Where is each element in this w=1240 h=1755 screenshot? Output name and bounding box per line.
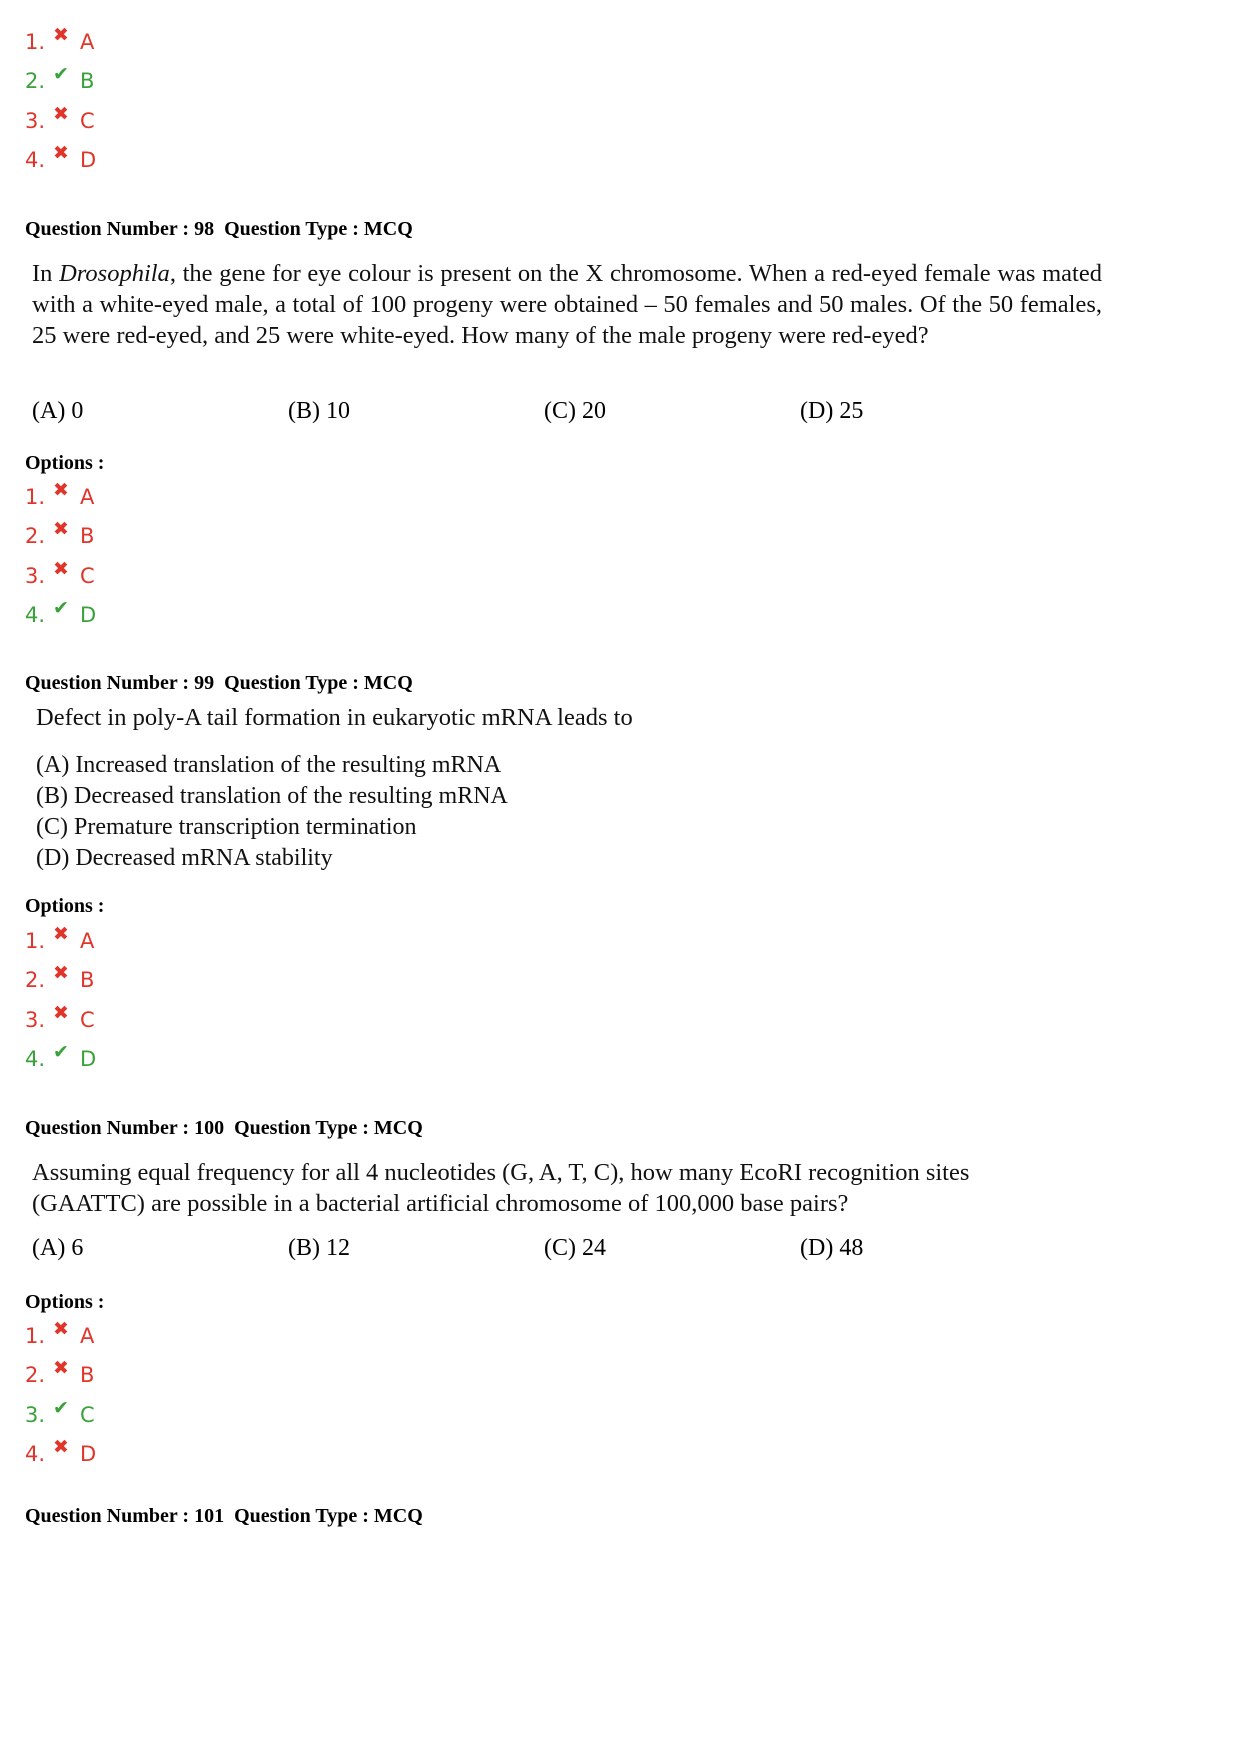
status-icon: ✖ (53, 1317, 69, 1340)
option-number: 1. (25, 1323, 46, 1348)
options-label: Options : (25, 895, 105, 917)
option-number: 3. (25, 108, 46, 133)
option-row (25, 596, 96, 636)
question-text: In Drosophila, the gene for eye colour is present on the X chromosome. When a red-eyed female was mated with a white-eyed male, a total of 100 progeny were obtained – 50 females and 50 males. Of the 50 females, 25 were red-eyed, and 25 were white-eyed. How many of the male progeny were red-eyed? (32, 260, 1102, 349)
options-label: Options : (25, 1291, 105, 1313)
option-row (25, 141, 96, 181)
status-icon: ✔ (53, 1041, 69, 1064)
option-row (25, 1356, 96, 1396)
status-icon: ✖ (53, 1436, 69, 1459)
option-row (25, 1395, 96, 1435)
option-label: A (80, 29, 95, 54)
option-label: B (80, 524, 95, 549)
option-number: 1. (25, 928, 46, 953)
option-label: C (80, 108, 95, 133)
status-icon: ✖ (53, 102, 69, 125)
q98-options-list (25, 477, 96, 635)
option-label: B (80, 1363, 95, 1388)
option-label: A (80, 1323, 95, 1348)
option-row (25, 1000, 96, 1040)
question-header-100 (25, 1117, 423, 1140)
status-icon: ✔ (53, 1396, 69, 1419)
choice-d: (D) 25 (800, 398, 864, 424)
option-row (25, 961, 96, 1001)
option-number: 2. (25, 1363, 46, 1388)
question-type: Question Type : MCQ (224, 218, 413, 240)
option-number: 2. (25, 524, 46, 549)
option-label: D (80, 148, 97, 173)
option-label: B (80, 69, 95, 94)
choice-b: (B) Decreased translation of the resulting mRNA (36, 783, 508, 809)
q97-options-list (25, 22, 96, 180)
status-icon: ✖ (53, 557, 69, 580)
status-icon: ✖ (53, 23, 69, 46)
option-number: 2. (25, 968, 46, 993)
option-row (25, 517, 96, 557)
option-label: D (80, 603, 97, 628)
option-label: C (80, 1007, 95, 1032)
option-number: 3. (25, 563, 46, 588)
option-number: 1. (25, 484, 46, 509)
option-row (25, 477, 96, 517)
option-row (25, 22, 96, 62)
question-body-100 (32, 1157, 1072, 1219)
answer-choices-99 (36, 750, 1096, 874)
choice-b: (B) 10 (288, 398, 350, 424)
option-row (25, 556, 96, 596)
option-number: 4. (25, 1442, 46, 1467)
option-number: 2. (25, 69, 46, 94)
option-row (25, 1316, 96, 1356)
option-row (25, 1435, 96, 1475)
choice-d: (D) Decreased mRNA stability (36, 845, 333, 871)
question-type: Question Type : MCQ (224, 672, 413, 694)
question-header-99 (25, 672, 413, 695)
choice-a: (A) 0 (32, 398, 84, 424)
status-icon: ✖ (53, 962, 69, 985)
option-label: C (80, 1402, 95, 1427)
status-icon: ✖ (53, 1357, 69, 1380)
option-number: 1. (25, 29, 46, 54)
option-row (25, 62, 96, 102)
q99-options-list (25, 921, 96, 1079)
question-type: Question Type : MCQ (234, 1505, 423, 1527)
option-number: 3. (25, 1402, 46, 1427)
question-header-101 (25, 1505, 423, 1528)
option-row (25, 921, 96, 961)
question-header-98 (25, 218, 413, 241)
choice-a: (A) 6 (32, 1235, 84, 1261)
answer-choices-98 (32, 398, 1102, 430)
question-number: Question Number : 98 (25, 218, 215, 240)
question-body-98 (32, 258, 1102, 351)
choice-c: (C) Premature transcription termination (36, 814, 417, 840)
option-label: B (80, 968, 95, 993)
question-text: Defect in poly-A tail formation in eukaryotic mRNA leads to (36, 704, 633, 731)
options-label: Options : (25, 452, 105, 474)
question-number: Question Number : 101 (25, 1505, 225, 1527)
status-icon: ✖ (53, 142, 69, 165)
choice-b: (B) 12 (288, 1235, 350, 1261)
option-number: 4. (25, 603, 46, 628)
choice-c: (C) 20 (544, 398, 606, 424)
status-icon: ✖ (53, 922, 69, 945)
option-row (25, 101, 96, 141)
status-icon: ✖ (53, 478, 69, 501)
option-label: A (80, 928, 95, 953)
status-icon: ✔ (53, 63, 69, 86)
question-type: Question Type : MCQ (234, 1117, 423, 1139)
q100-options-list (25, 1316, 96, 1474)
choice-d: (D) 48 (800, 1235, 864, 1261)
option-label: A (80, 484, 95, 509)
status-icon: ✖ (53, 518, 69, 541)
question-number: Question Number : 99 (25, 672, 215, 694)
option-label: D (80, 1442, 97, 1467)
question-text: Assuming equal frequency for all 4 nucleotides (G, A, T, C), how many EcoRI recognition sites (GAATTC) are possible in a bacterial artificial chromosome of 100,000 base pairs? (32, 1159, 970, 1217)
question-number: Question Number : 100 (25, 1117, 225, 1139)
option-number: 4. (25, 148, 46, 173)
answer-choices-100 (32, 1235, 1102, 1267)
option-row (25, 1040, 96, 1080)
choice-a: (A) Increased translation of the resulting mRNA (36, 752, 502, 778)
status-icon: ✖ (53, 1001, 69, 1024)
option-label: C (80, 563, 95, 588)
option-number: 3. (25, 1007, 46, 1032)
option-number: 4. (25, 1047, 46, 1072)
option-label: D (80, 1047, 97, 1072)
choice-c: (C) 24 (544, 1235, 606, 1261)
status-icon: ✔ (53, 597, 69, 620)
question-body-99 (36, 702, 1096, 733)
